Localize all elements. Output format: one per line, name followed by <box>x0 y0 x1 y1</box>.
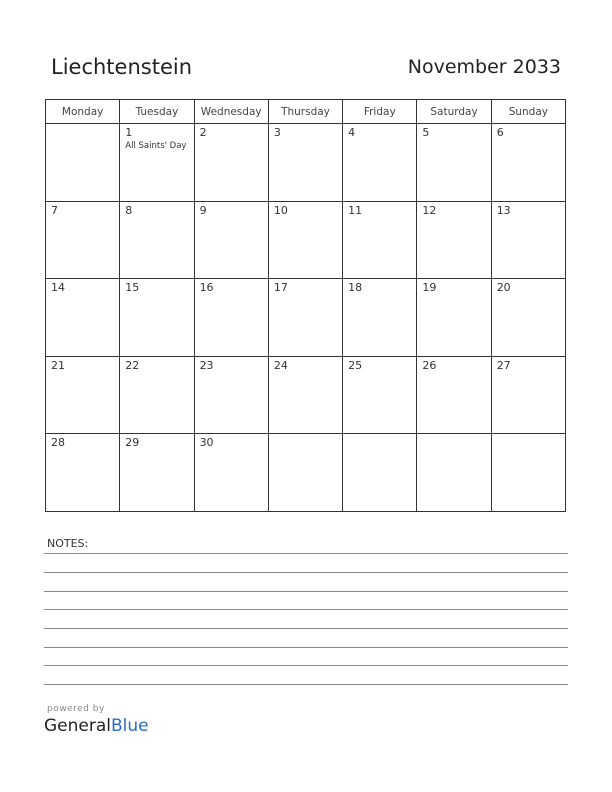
calendar-day-cell <box>491 356 565 434</box>
day-number: 19 <box>422 281 437 295</box>
powered-by-text: powered by <box>47 704 105 714</box>
calendar-day-cell <box>120 356 194 434</box>
day-number: 5 <box>422 126 430 139</box>
day-number: 29 <box>125 436 140 450</box>
day-number: 27 <box>496 358 511 372</box>
day-number: 30 <box>199 436 214 450</box>
country-title: Liechtenstein <box>51 55 193 79</box>
day-number: 14 <box>51 281 65 295</box>
calendar-day-cell <box>194 356 268 434</box>
weekday-header-row <box>46 100 566 124</box>
calendar-grid <box>45 99 566 512</box>
calendar-day-cell <box>343 201 417 279</box>
calendar-body <box>46 124 566 512</box>
day-number: 12 <box>422 203 437 217</box>
note-line <box>44 684 568 685</box>
weekday-friday: Friday <box>343 100 417 124</box>
calendar-day-cell <box>268 356 342 434</box>
day-number: 21 <box>51 358 65 372</box>
calendar-day-cell <box>343 279 417 357</box>
calendar-day-cell <box>268 201 342 279</box>
day-number: 8 <box>125 203 133 217</box>
weekday-monday: Monday <box>46 100 120 124</box>
calendar-week-row <box>46 434 566 512</box>
brand-part-general: General <box>44 716 111 736</box>
calendar-day-cell <box>343 356 417 434</box>
calendar-day-cell <box>194 434 268 512</box>
day-number: 15 <box>125 281 140 295</box>
weekday-saturday: Saturday <box>417 100 491 124</box>
calendar-day-cell <box>491 201 565 279</box>
brand-part-blue: Blue <box>111 716 149 736</box>
note-line <box>44 665 568 666</box>
day-number: 17 <box>273 281 288 295</box>
day-number: 20 <box>496 281 511 295</box>
note-line <box>44 609 568 610</box>
calendar-day-cell <box>46 356 120 434</box>
calendar-day-cell <box>343 124 417 202</box>
day-number: 23 <box>199 358 214 372</box>
day-number: 10 <box>273 203 288 217</box>
day-number: 25 <box>348 358 363 372</box>
brand-logo <box>44 716 149 736</box>
notes-label: NOTES: <box>47 537 89 550</box>
note-line <box>44 553 568 554</box>
weekday-tuesday: Tuesday <box>120 100 194 124</box>
calendar-day-cell <box>268 434 342 512</box>
day-number: 26 <box>422 358 437 372</box>
calendar-day-cell <box>491 434 565 512</box>
calendar-day-cell <box>120 201 194 279</box>
calendar-week-row <box>46 124 566 202</box>
calendar-day-cell <box>46 279 120 357</box>
weekday-thursday: Thursday <box>268 100 342 124</box>
day-number: 7 <box>51 203 58 217</box>
calendar-day-cell <box>46 124 120 202</box>
calendar-day-cell <box>120 124 194 202</box>
calendar-day-cell <box>120 434 194 512</box>
calendar-week-row <box>46 356 566 434</box>
calendar-day-cell <box>343 434 417 512</box>
note-line <box>44 591 568 592</box>
day-number: 22 <box>125 358 140 372</box>
calendar-day-cell <box>194 201 268 279</box>
calendar-day-cell <box>194 279 268 357</box>
calendar-week-row <box>46 201 566 279</box>
calendar-day-cell <box>268 279 342 357</box>
calendar-day-cell <box>46 434 120 512</box>
month-year-title: November 2033 <box>407 56 561 78</box>
day-number: 2 <box>199 126 207 139</box>
note-line <box>44 572 568 573</box>
day-number: 11 <box>348 203 363 217</box>
note-line <box>44 647 568 648</box>
weekday-sunday: Sunday <box>491 100 565 124</box>
calendar-day-cell <box>268 124 342 202</box>
holiday-label: All Saints' Day <box>125 141 187 151</box>
note-line <box>44 628 568 629</box>
day-number: 24 <box>273 358 288 372</box>
day-number: 1 <box>125 126 133 139</box>
day-number: 28 <box>51 436 65 450</box>
day-number: 16 <box>199 281 214 295</box>
calendar-day-cell <box>491 279 565 357</box>
calendar-day-cell <box>417 434 491 512</box>
calendar-week-row <box>46 279 566 357</box>
day-number: 3 <box>273 126 281 139</box>
calendar-day-cell <box>417 201 491 279</box>
day-number: 4 <box>348 126 356 139</box>
weekday-wednesday: Wednesday <box>194 100 268 124</box>
day-number: 6 <box>496 126 504 139</box>
day-number: 9 <box>199 203 207 217</box>
day-number: 18 <box>348 281 363 295</box>
calendar-day-cell <box>417 356 491 434</box>
calendar-day-cell <box>491 124 565 202</box>
calendar-day-cell <box>417 279 491 357</box>
calendar-day-cell <box>46 201 120 279</box>
calendar-day-cell <box>120 279 194 357</box>
calendar-day-cell <box>194 124 268 202</box>
calendar-day-cell <box>417 124 491 202</box>
day-number: 13 <box>496 203 511 217</box>
